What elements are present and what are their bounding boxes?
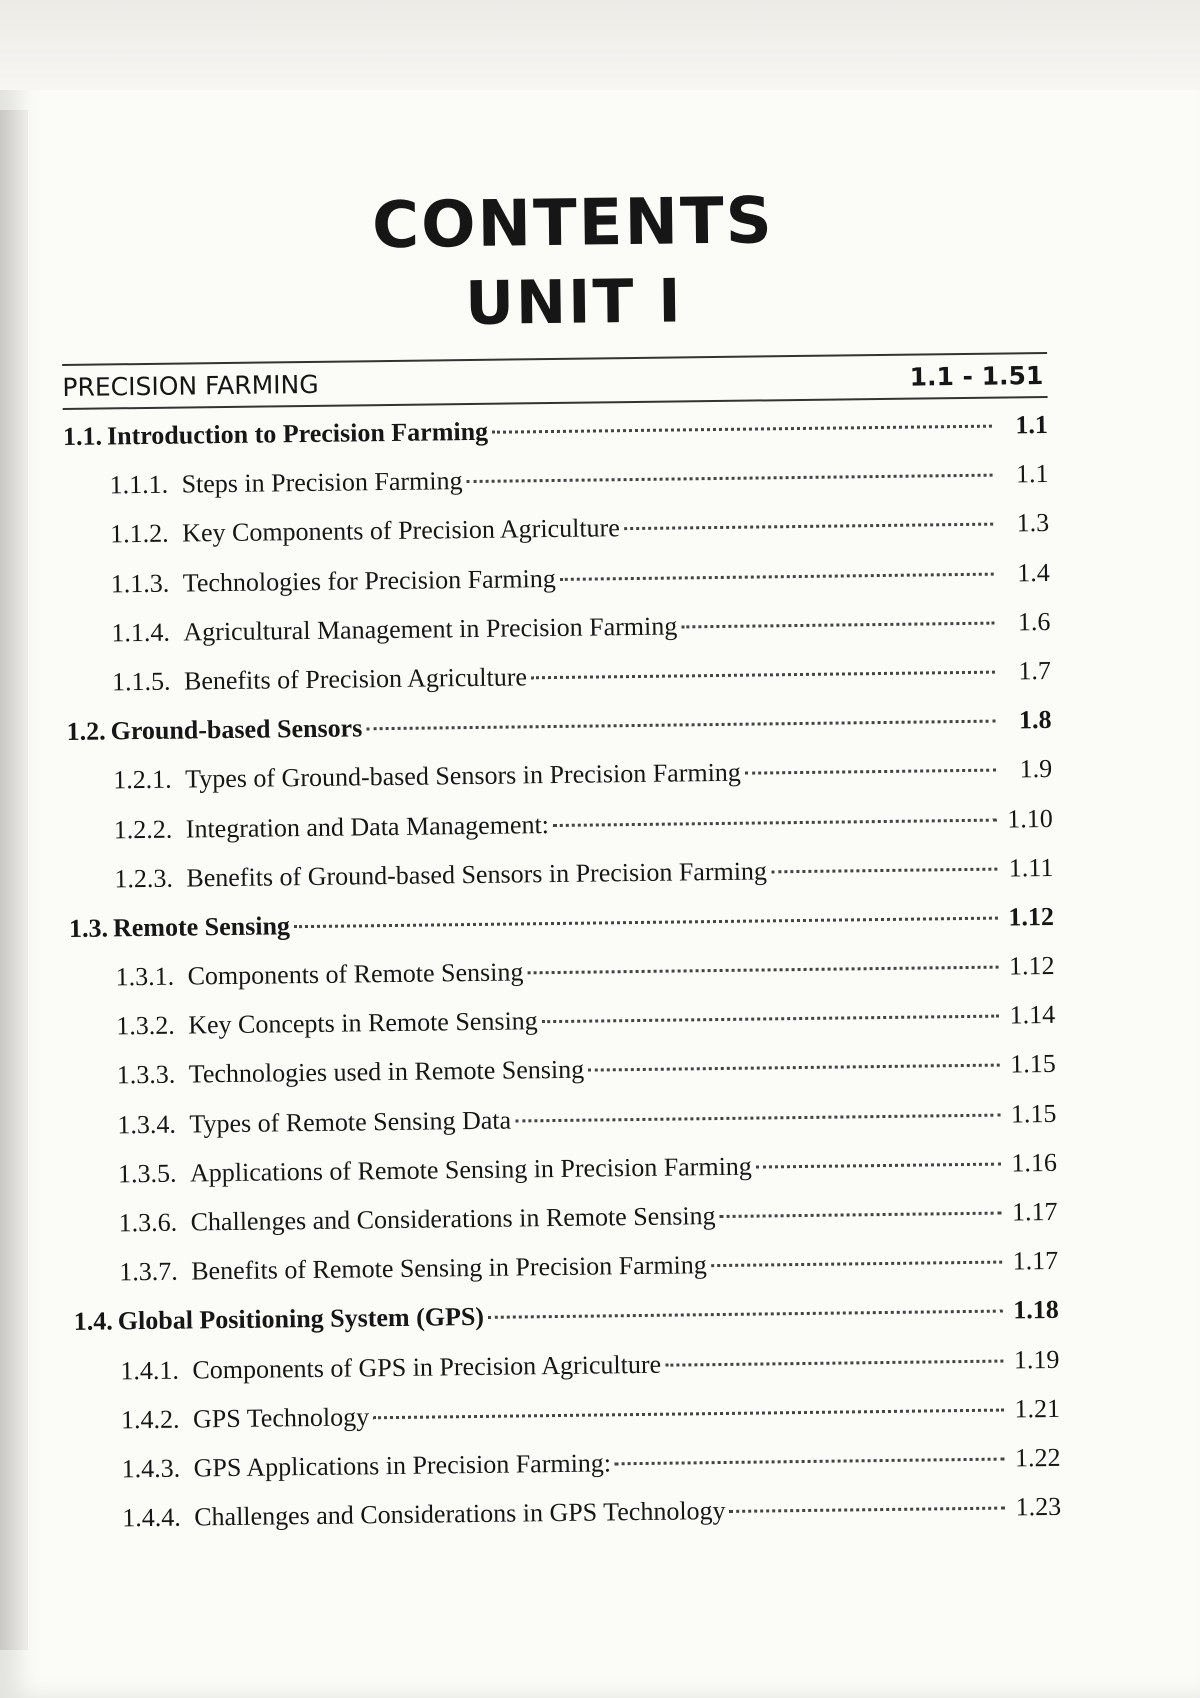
unit-page-range: 1.1 - 1.51 (909, 360, 1044, 392)
toc-entry-title: GPS Applications in Precision Farming: (193, 1448, 612, 1483)
toc-dot-leader (542, 1015, 999, 1024)
toc-entry-title: Ground-based Sensors (110, 713, 363, 746)
toc-dot-leader (527, 966, 998, 975)
toc-page-number: 1.9 (1019, 754, 1053, 784)
toc-entry-number: 1.4.1. (120, 1355, 180, 1385)
toc-entry-number: 1.1.4. (111, 617, 171, 648)
toc-page-number: 1.21 (1014, 1393, 1061, 1424)
toc-dot-leader (560, 572, 994, 580)
toc-dot-leader (373, 1408, 1004, 1419)
toc-page-number: 1.17 (1012, 1246, 1059, 1276)
toc-entry-number: 1.4.2. (120, 1404, 180, 1435)
toc-entry-number: 1.1.2. (110, 519, 169, 549)
toc-entry-number: 1.3.1. (115, 961, 175, 992)
toc-entry-title: Remote Sensing (112, 911, 291, 943)
toc-dot-leader (553, 818, 997, 826)
toc-dot-leader (720, 1212, 1002, 1218)
toc-entry-title: Technologies for Precision Farming (182, 563, 556, 598)
toc-page-number: 1.6 (1017, 606, 1051, 637)
toc-dot-leader (730, 1507, 1006, 1513)
toc-entry-title: Technologies used in Remote Sensing (188, 1055, 585, 1089)
toc-page-number: 1.7 (1018, 655, 1052, 686)
toc-entry-title: Key Concepts in Remote Sensing (188, 1006, 538, 1040)
toc-entry-number: 1.4.3. (121, 1453, 181, 1484)
toc-entry-title: Challenges and Considerations in Remote Sensing (190, 1201, 716, 1237)
toc-entry-title: Applications of Remote Sensing in Precision Farming (189, 1151, 752, 1188)
toc-dot-leader (366, 720, 995, 731)
toc-page-number: 1.16 (1011, 1147, 1058, 1178)
toc-entry-title: Introduction to Precision Farming (106, 416, 489, 451)
contents-heading: CONTENTS (371, 184, 775, 264)
toc-dot-leader (711, 1261, 1002, 1268)
toc-page-number: 1.15 (1010, 1049, 1056, 1079)
toc-entry-title: Components of GPS in Precision Agriculture (192, 1349, 662, 1385)
toc-page-number: 1.23 (1015, 1491, 1062, 1522)
toc-dot-leader (492, 425, 992, 434)
toc-dot-leader (665, 1359, 1003, 1366)
toc-entry-title: Challenges and Considerations in GPS Technology (194, 1496, 726, 1532)
toc-dot-leader (294, 916, 998, 928)
toc-dot-leader (615, 1457, 1005, 1465)
toc-entry-title: Benefits of Ground-based Sensors in Precision Farming (186, 856, 768, 893)
page-binding-edge (0, 110, 28, 1650)
toc-dot-leader (624, 523, 993, 531)
toc-dot-leader (488, 1310, 1003, 1319)
toc-entry-number: 1.3.5. (117, 1158, 177, 1189)
toc-page-number: 1.11 (1008, 852, 1054, 883)
toc-dot-leader (745, 769, 996, 775)
toc-entry-title: Components of Remote Sensing (187, 957, 524, 991)
toc-entry-title: Key Components of Precision Agriculture (182, 513, 620, 548)
toc-dot-leader (756, 1162, 1001, 1168)
toc-page-number: 1.22 (1014, 1442, 1061, 1473)
toc-page-number: 1.3 (1016, 508, 1050, 538)
toc-entry-title: Integration and Data Management: (185, 809, 550, 844)
contents-body (60, 178, 1062, 1553)
toc-page-number: 1.4 (1017, 557, 1050, 587)
toc-entry-title: Types of Ground-based Sensors in Precision Farming (185, 758, 742, 794)
toc-entry-number: 1.4. (73, 1306, 114, 1337)
toc-dot-leader (588, 1064, 1000, 1072)
toc-entry-number: 1.2.3. (114, 863, 174, 894)
unit-topic-title: PRECISION FARMING (62, 369, 319, 402)
toc-entry-number: 1.1.5. (111, 666, 171, 697)
toc-dot-leader (515, 1113, 1000, 1122)
toc-page-number: 1.8 (1018, 705, 1052, 735)
toc-entry-number: 1.1.3. (110, 568, 170, 598)
toc-page-number: 1.12 (1008, 901, 1055, 932)
toc-entry-number: 1.3.3. (116, 1060, 176, 1090)
toc-entry-number: 1.3.7. (119, 1256, 178, 1287)
toc-page-number: 1.19 (1013, 1344, 1060, 1374)
toc-entry-number: 1.2.2. (113, 814, 173, 844)
toc-dot-leader (681, 621, 994, 628)
toc-list (63, 410, 1062, 1553)
toc-page-number: 1.1 (1015, 459, 1049, 489)
toc-dot-leader (531, 671, 995, 680)
toc-page-number: 1.18 (1013, 1295, 1059, 1325)
toc-entry-title: GPS Technology (192, 1402, 370, 1434)
page-top-edge (0, 0, 1200, 90)
toc-entry-title: Benefits of Remote Sensing in Precision Farming (191, 1250, 707, 1286)
toc-entry-number: 1.1.1. (109, 469, 169, 500)
toc-entry-number: 1.3. (68, 913, 109, 943)
toc-entry-number: 1.4.4. (122, 1502, 181, 1533)
toc-page-number: 1.10 (1007, 803, 1053, 833)
toc-entry-number: 1.3.4. (117, 1109, 177, 1139)
toc-entry-title: Global Positioning System (GPS) (117, 1302, 485, 1336)
toc-page-number: 1.1 (1015, 409, 1049, 440)
toc-page-number: 1.17 (1011, 1196, 1058, 1227)
toc-entry-title: Benefits of Precision Agriculture (183, 662, 528, 696)
toc-page-number: 1.15 (1010, 1098, 1057, 1129)
toc-entry-title: Agricultural Management in Precision Farming (183, 611, 678, 647)
toc-entry-title: Steps in Precision Farming (181, 466, 463, 499)
toc-page-number: 1.12 (1008, 950, 1055, 981)
unit-heading: UNIT I (464, 266, 684, 340)
toc-page-number: 1.14 (1009, 1000, 1056, 1030)
toc-entry-number: 1.2. (66, 716, 106, 747)
toc-dot-leader (771, 867, 997, 873)
toc-entry-number: 1.3.6. (118, 1207, 178, 1238)
toc-entry-title: Types of Remote Sensing Data (189, 1105, 512, 1139)
toc-entry-number: 1.3.2. (116, 1010, 175, 1041)
toc-entry-number: 1.2.1. (113, 764, 172, 795)
unit-title-bar (62, 352, 1047, 410)
toc-entry-number: 1.1. (62, 421, 103, 451)
toc-dot-leader (467, 474, 993, 483)
